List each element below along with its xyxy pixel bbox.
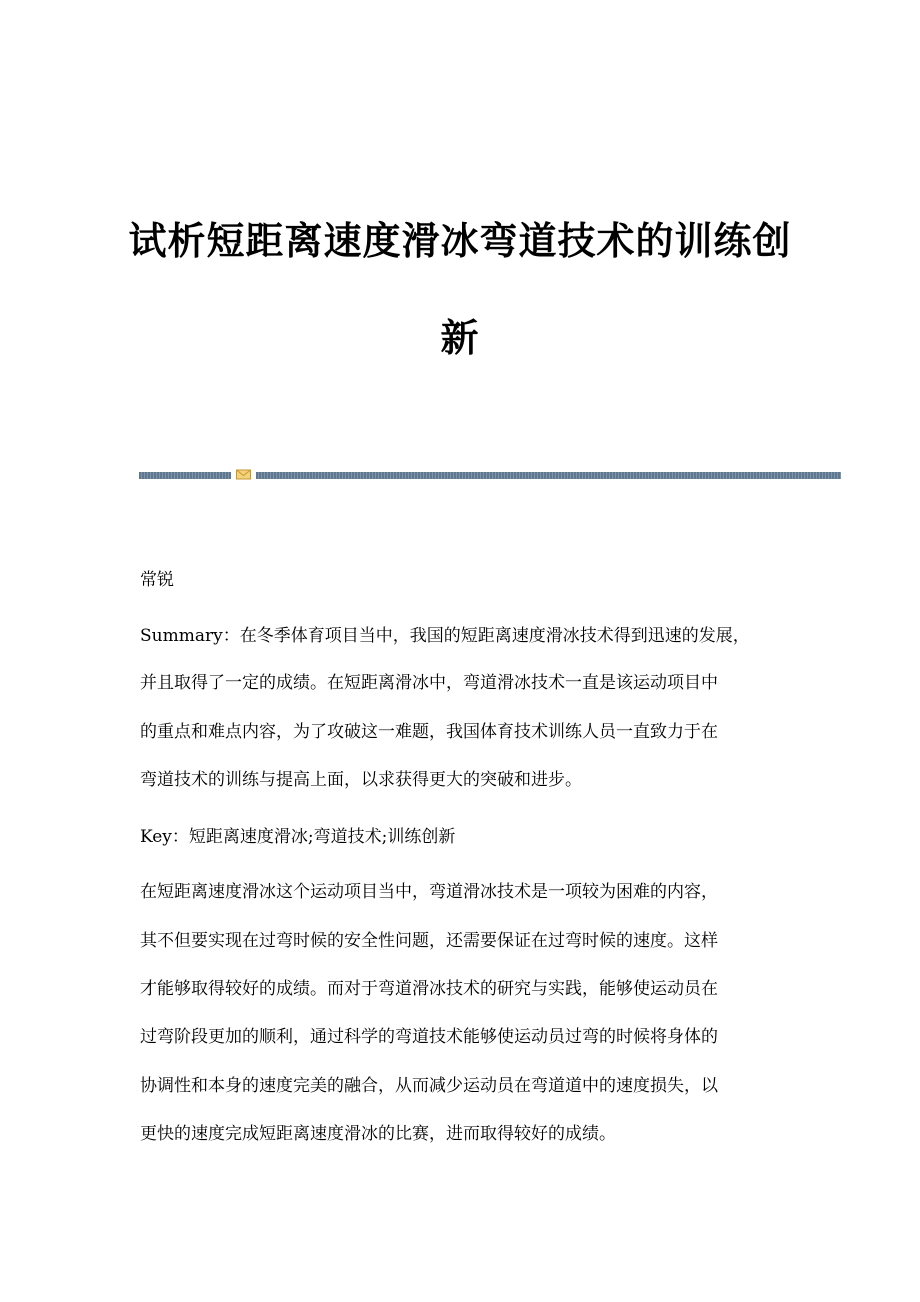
divider-bar-left xyxy=(139,472,231,479)
summary-line: 的重点和难点内容，为了攻破这一难题，我国体育技术训练人员一直致力于在 xyxy=(140,722,718,742)
document-title-line-2: 新 xyxy=(440,315,480,360)
keywords: Key：短距离速度滑冰;弯道技术;训练创新 xyxy=(140,827,456,847)
divider-bar-right xyxy=(256,472,841,479)
body-line: 过弯阶段更加的顺利，通过科学的弯道技术能够使运动员过弯的时候将身体的 xyxy=(140,1027,718,1047)
title-divider xyxy=(139,468,841,482)
body-line: 在短距离速度滑冰这个运动项目当中，弯道滑冰技术是一项较为困难的内容， xyxy=(140,882,718,902)
author-name: 常锐 xyxy=(140,570,174,590)
document-title-line-1: 试析短距离速度滑冰弯道技术的训练创 xyxy=(128,218,792,263)
envelope-icon xyxy=(236,468,251,481)
body-line: 其不但要实现在过弯时候的安全性问题，还需要保证在过弯时候的速度。这样 xyxy=(140,931,718,951)
body-line: 协调性和本身的速度完美的融合，从而减少运动员在弯道道中的速度损失，以 xyxy=(140,1076,718,1096)
summary-line: Summary：在冬季体育项目当中，我国的短距离速度滑冰技术得到迅速的发展， xyxy=(140,626,750,646)
body-line: 才能够取得较好的成绩。而对于弯道滑冰技术的研究与实践，能够使运动员在 xyxy=(140,979,718,999)
body-line: 更快的速度完成短距离速度滑冰的比赛，进而取得较好的成绩。 xyxy=(140,1124,616,1144)
summary-line: 弯道技术的训练与提高上面，以求获得更大的突破和进步。 xyxy=(140,770,582,790)
summary-line: 并且取得了一定的成绩。在短距离滑冰中，弯道滑冰技术一直是该运动项目中 xyxy=(140,673,718,693)
